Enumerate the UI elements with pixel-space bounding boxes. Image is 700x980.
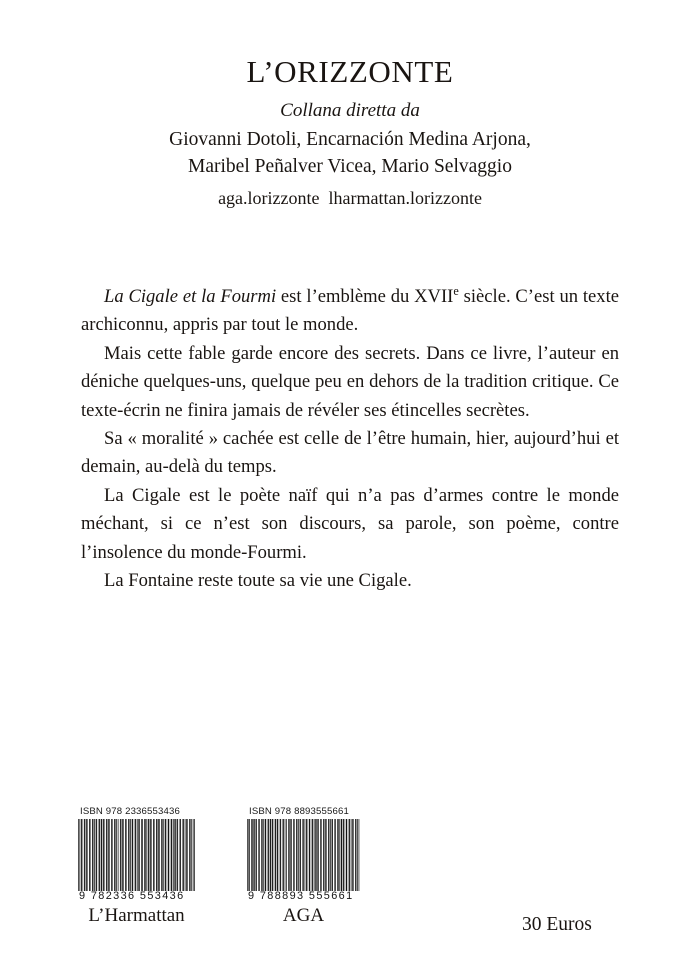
ean-digits-harmattan: 9 782336 553436 [78,890,185,902]
blurb-paragraph-1 [81,283,619,340]
series-header [0,56,700,212]
blurb-p1-segment-b: siècle. C’est un texte archiconnu, appris par tout le monde. [81,286,619,336]
barcode-block-harmattan [78,806,195,927]
work-title-italic: La Cigale et la Fourmi [104,286,277,307]
barcode-block-aga [247,806,360,927]
ordinal-superscript: e [453,283,459,298]
directors-line-1: Giovanni Dotoli, Encarnación Medina Arjona, [169,128,531,150]
blurb-text [81,283,619,595]
ean-digits-aga: 9 788893 555661 [247,890,354,902]
series-urls: aga.lorizzonte lharmattan.lorizzonte [218,188,482,209]
blurb-paragraph-2: Mais cette fable garde encore des secrets. Dans ce livre, l’auteur en déniche quelques-uns, quelque peu en dehors de la tradition critique. Ce texte-écrin ne finira jamais de révéler ses étincelles secrètes. [81,342,619,421]
directors-line-2: Maribel Peñalver Vicea, Mario Selvaggio [188,156,512,178]
blurb-paragraph-3: Sa « moralité » cachée est celle de l’être humain, hier, aujourd’hui et demain, au-delà du temps. [81,428,619,478]
barcode-area [0,806,700,956]
barcode-image-aga [247,819,360,891]
isbn-label-harmattan: ISBN 978 2336553436 [80,806,180,817]
publisher-name-harmattan: L’Harmattan [88,905,185,926]
blurb-paragraph-4: La Cigale est le poète naïf qui n’a pas d’armes contre le monde méchant, si ce n’est son discours, sa parole, son poème, contre l’insolence du monde-Fourmi. [81,484,619,563]
page-title: L’ORIZZONTE [246,54,454,89]
blurb-paragraph-5: La Fontaine reste toute sa vie une Cigale. [104,570,412,592]
isbn-label-aga: ISBN 978 8893555661 [249,806,349,817]
blurb-p1-segment-a: est l’emblème du XVII [276,286,454,307]
collana-label: Collana diretta da [280,100,420,121]
publisher-name-aga: AGA [282,905,325,926]
barcode-image-harmattan [78,819,195,891]
price-label: 30 Euros [522,914,592,935]
